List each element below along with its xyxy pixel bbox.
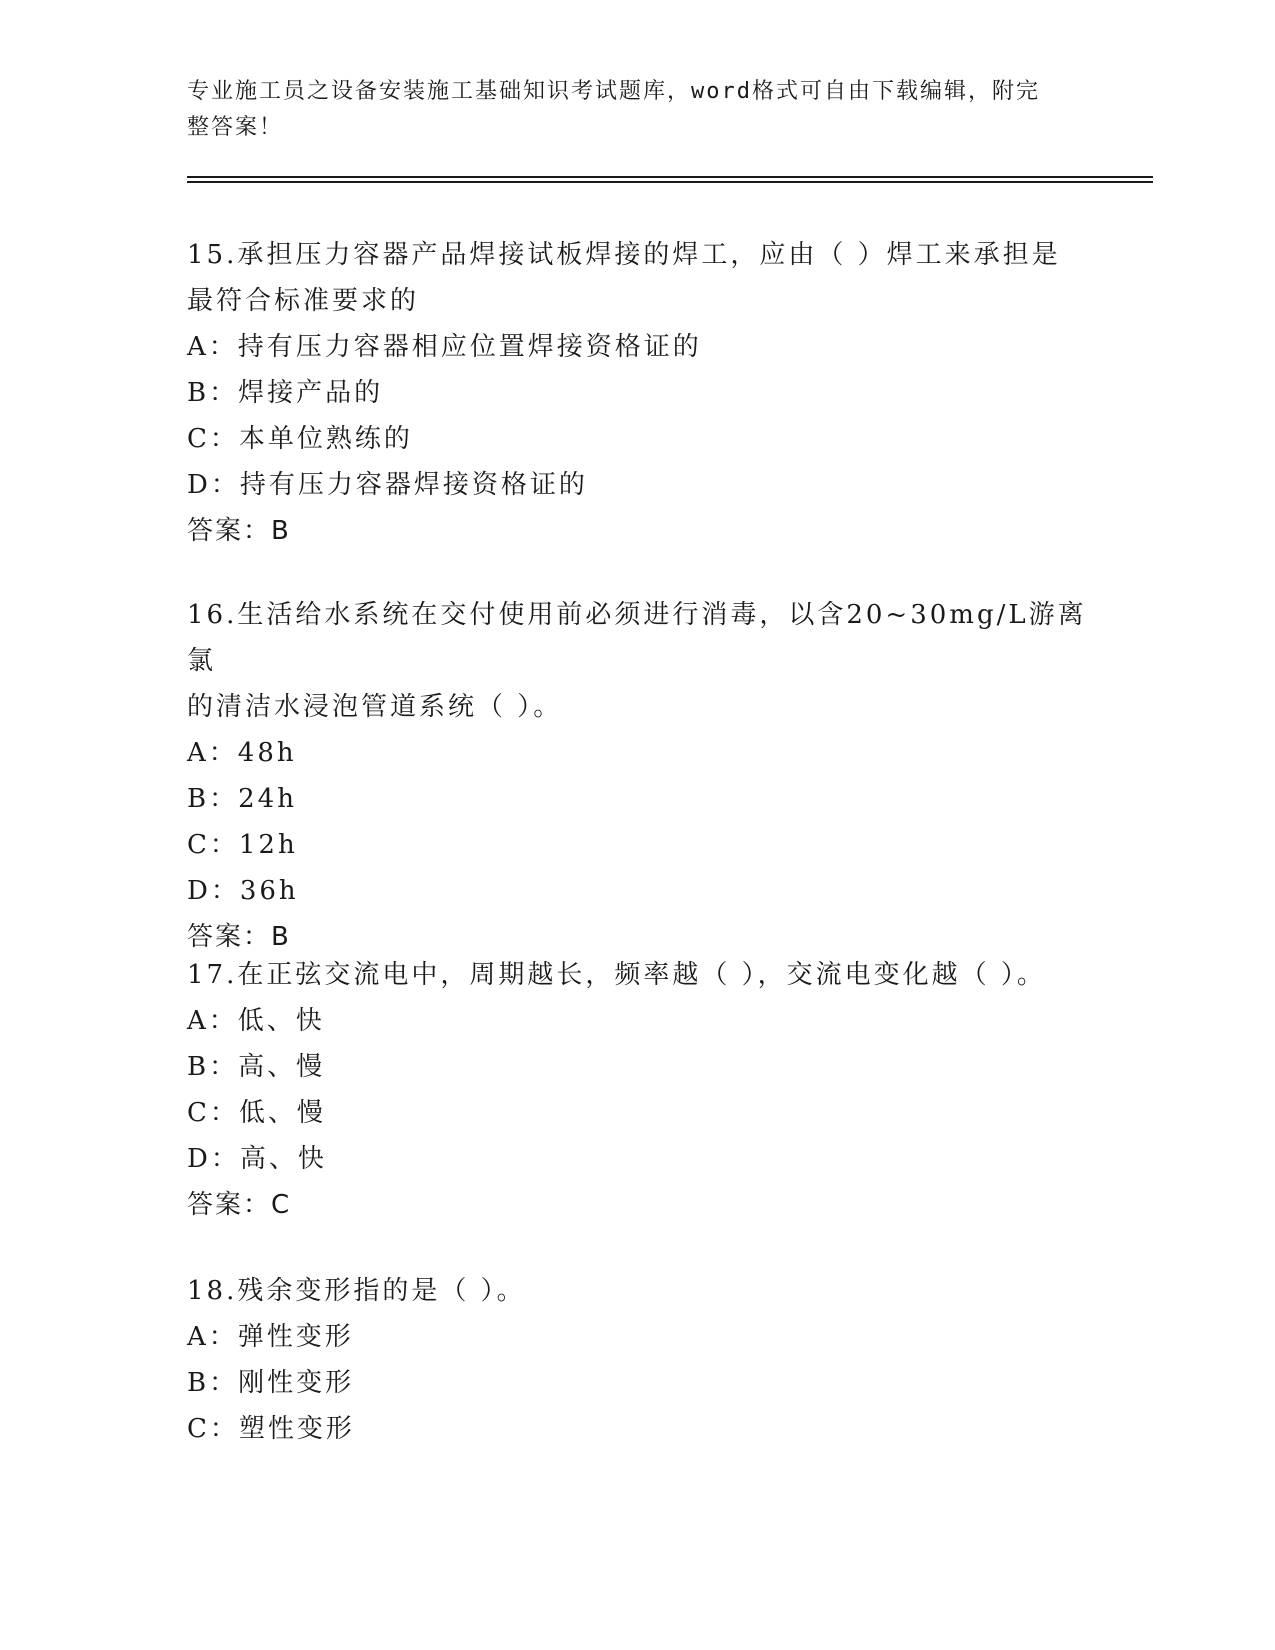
question-stem: 最符合标准要求的 [187, 286, 420, 316]
question-stem: 17.在正弦交流电中，周期越长，频率越（ ），交流电变化越（ ）。 [187, 960, 1046, 990]
option-a: A：低、快 [187, 1006, 325, 1036]
option-c: C：低、慢 [187, 1098, 326, 1128]
question-17 [187, 952, 1087, 1228]
option-d: D：持有压力容器焊接资格证的 [187, 470, 588, 500]
question-16 [187, 592, 1087, 960]
option-b: B：高、慢 [187, 1052, 326, 1082]
question-18 [187, 1268, 1087, 1452]
option-a: A：48h [187, 738, 297, 768]
document-header [187, 74, 1087, 146]
question-stem: 16.生活给水系统在交付使用前必须进行消毒，以含20~30mg/L游离氯 [187, 600, 1087, 676]
header-line-1: 专业施工员之设备安装施工基础知识考试题库，word格式可自由下载编辑，附完 [187, 79, 1040, 104]
option-d: D：高、快 [187, 1144, 327, 1174]
answer-line: 答案：B [187, 516, 291, 546]
question-15 [187, 232, 1087, 554]
answer-line: 答案：B [187, 922, 291, 952]
header-divider-bottom [187, 181, 1153, 183]
answer-line: 答案：C [187, 1190, 292, 1220]
option-b: B：焊接产品的 [187, 378, 384, 408]
option-a: A：弹性变形 [187, 1322, 354, 1352]
question-stem: 15.承担压力容器产品焊接试板焊接的焊工，应由（ ）焊工来承担是 [187, 240, 1061, 270]
option-c: C：塑性变形 [187, 1414, 355, 1444]
option-c: C：12h [187, 830, 298, 860]
header-line-2: 整答案！ [187, 115, 284, 140]
option-d: D：36h [187, 876, 299, 906]
question-stem: 的清洁水浸泡管道系统（ ）。 [187, 692, 563, 722]
option-c: C：本单位熟练的 [187, 424, 413, 454]
header-divider-top [187, 176, 1153, 178]
question-stem: 18.残余变形指的是（ ）。 [187, 1276, 526, 1306]
option-b: B：24h [187, 784, 297, 814]
option-a: A：持有压力容器相应位置焊接资格证的 [187, 332, 702, 362]
option-b: B：刚性变形 [187, 1368, 355, 1398]
